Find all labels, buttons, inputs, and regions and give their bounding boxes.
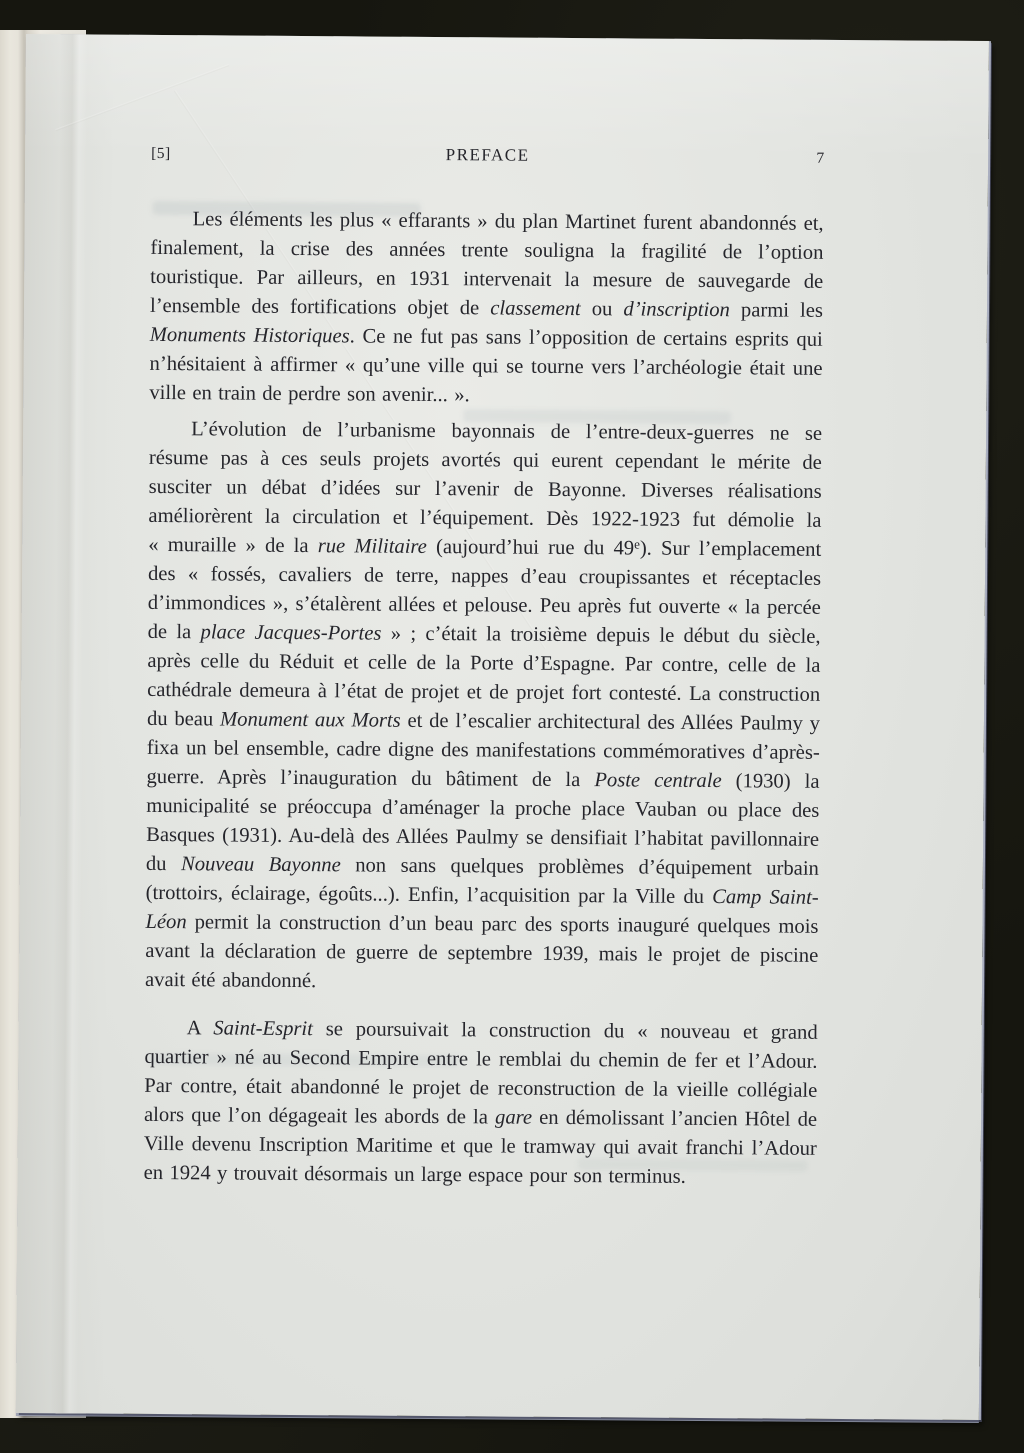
text-segment: se poursuivait la construction du « nouveau et grand quartier » né au Second Empire entre le remblai du chemin de fer et l’Adour. Par contre, était abandonné le projet de reconstruction de la vieille collégiale alors que l’on dégageait les abords de la (143, 1018, 818, 1129)
text-segment: non sans quelques problèmes d’équipement urbain (trottoirs, éclairage, égoûts...). Enfin, l’acquisition par la Ville du (145, 854, 819, 909)
text-segment: L’évolution de l’urbanisme bayonnais de l’entre-deux-guerres ne se résume pas à ces seuls projets avortés qui eurent cependant le mérite de susciter un débat d’idées sur l’avenir de Bayonne. Diverses réalisations améliorèrent la circulation et l’équipement. Dès 1922-1923 fut démolie la « muraille » de la (148, 418, 823, 558)
text-segment: » ; c’était la troisième depuis le début du siècle, après celle du Réduit et celle de la Porte d’Espagne. Par contre, celle de la cathédrale demeura à l’état de projet et de projet fort contesté. La construction du beau (146, 622, 821, 731)
italic-text-segment: Monuments Historiques (149, 323, 350, 348)
page-content (18, 34, 989, 1194)
text-segment: (aujourd’hui rue du 49 (426, 535, 635, 560)
italic-text-segment: Poste centrale (594, 769, 722, 793)
margin-reference: [5] (151, 144, 171, 163)
text-segment: et de l’escalier architectural des Allées Paulmy y fixa un bel ensemble, cadre digne des manifestations commémoratives d’après-guerre. Après l’inauguration du bâtiment de la (146, 709, 821, 792)
paragraph-2 (145, 415, 822, 1000)
paragraph-1 (149, 205, 823, 413)
book-page (16, 34, 989, 1420)
italic-text-segment: rue Militaire (317, 535, 427, 558)
running-head (151, 143, 824, 168)
text-block (144, 205, 824, 1193)
italic-text-segment: Nouveau Bayonne (180, 853, 341, 877)
text-segment: . Ce ne fut pas sans l’opposition de certains esprits qui n’hésitaient à affirmer « qu’une ville qui se tourne vers l’archéologie était une ville en train de perdre son avenir... ». (149, 325, 823, 407)
superscript-segment: e (634, 536, 640, 552)
text-segment: Les éléments les plus « effarants » du plan Martinet furent abandonnés et, finalement, la crise des années trente souligna la fragilité de l’option touristique. Par ailleurs, en 1931 intervenait la mesure de sauvegarde de l’ensemble des fortifications objet de (149, 208, 824, 320)
page-number: 7 (816, 149, 825, 167)
text-segment: ). Sur l’emplacement des « fossés, cavaliers de terre, nappes d’eau croupissantes et réceptacles d’immondices », s’étalèrent allées et pelouse. Peu après fut ouverte « la percée de la (147, 537, 822, 644)
italic-text-segment: d’inscription (623, 298, 730, 322)
italic-text-segment: classement (490, 297, 581, 321)
page-title: PREFACE (445, 145, 530, 165)
text-segment: parmi les (729, 299, 824, 322)
text-segment: permit la construction d’un beau parc des sports inauguré quelques mois avant la déclaration de guerre de septembre 1939, mais le projet de piscine avait été abandonné. (144, 911, 819, 993)
paragraph-3 (144, 1014, 818, 1193)
italic-text-segment: Camp Saint-Léon (145, 886, 819, 934)
italic-text-segment: Saint-Esprit (213, 1017, 313, 1041)
text-segment: (1930) la municipalité se préoccupa d’aménager la proche place Vauban ou place des Basques (1931). Au-delà des Allées Paulmy se densifiait l’habitat pavillonnaire du (145, 770, 820, 876)
text-segment: A (186, 1017, 214, 1040)
text-segment: ou (580, 298, 624, 321)
italic-text-segment: place Jacques-Portes (200, 621, 382, 645)
italic-text-segment: gare (494, 1106, 533, 1129)
italic-text-segment: Monument aux Morts (219, 708, 401, 732)
text-segment: en démolissant l’ancien Hôtel de Ville devenu Inscription Maritime et que le tramway qui avait franchi l’Adour en 1924 y trouvait désormais un large espace pour son terminus. (143, 1106, 818, 1188)
